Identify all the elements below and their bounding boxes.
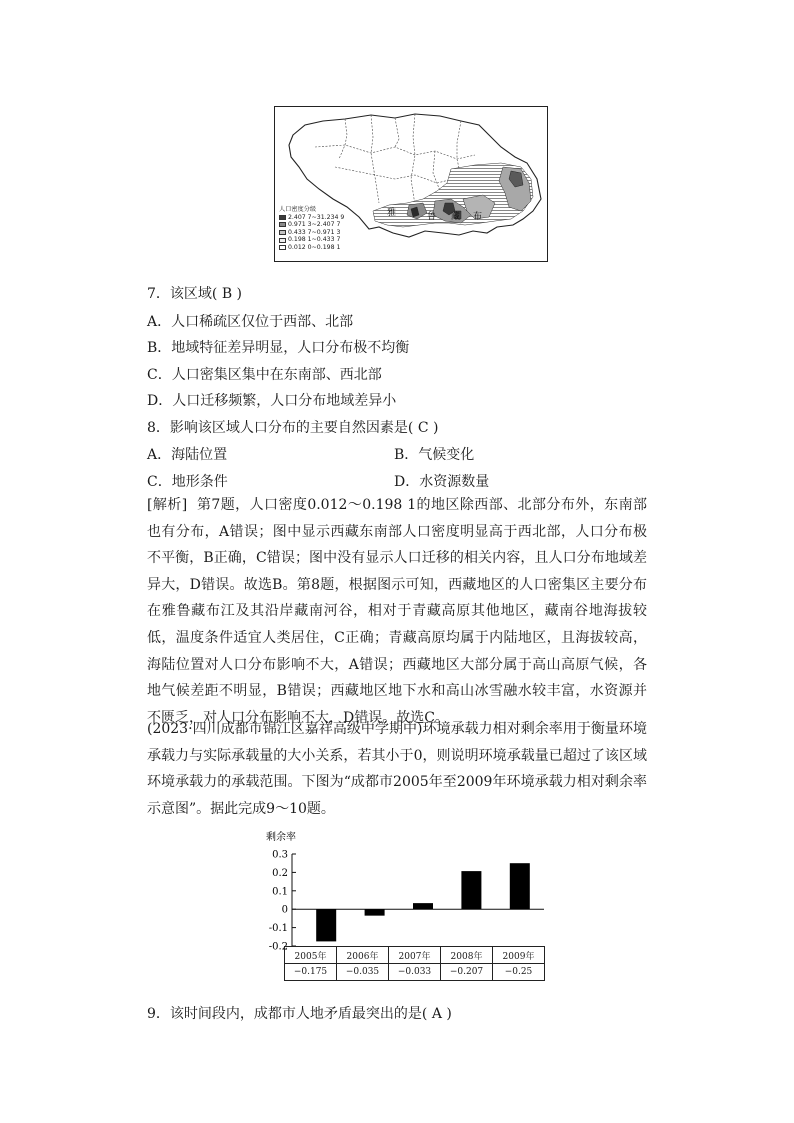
legend-title: 人口密度分级: [279, 206, 317, 213]
q7-option-c: C．人口密集区集中在东南部、西北部: [147, 367, 382, 383]
q9-stem: 9．该时间段内，成都市人地矛盾最突出的是( A ): [147, 1006, 452, 1022]
table-cell-year: 2005年: [285, 947, 337, 964]
legend-swatch: [279, 245, 286, 250]
table-cell-year: 2006年: [337, 947, 389, 964]
chart-ylabel: 剩余率: [266, 832, 296, 843]
legend-swatch: [279, 215, 286, 220]
y-tick-label: 0: [281, 904, 288, 916]
table-cell-value: −0.25: [493, 964, 545, 981]
legend-row: [279, 244, 344, 252]
bar-2009: [510, 863, 530, 909]
legend-label: 0.433 7~0.971 3: [288, 228, 341, 236]
legend-label: 2.407 7~31.234 9: [288, 213, 345, 221]
bar-2007: [413, 903, 433, 909]
y-tick-label: -0.1: [268, 923, 288, 935]
river-label-4: 布: [473, 212, 483, 222]
q8-option-c: C．地形条件: [147, 474, 228, 490]
river-label-1: 雅: [387, 208, 397, 218]
river-label-2: 鲁: [427, 212, 437, 222]
q7-option-d: D．人口迁移频繁，人口分布地域差异小: [147, 393, 397, 409]
legend-label: 0.198 1~0.433 7: [288, 236, 341, 244]
legend-swatch: [279, 238, 286, 243]
q7-option-b: B．地域特征差异明显，人口分布极不均衡: [147, 340, 410, 356]
q8-stem: 8．影响该区域人口分布的主要自然因素是( C ): [147, 420, 439, 436]
legend-label: 0.012 0~0.198 1: [288, 243, 341, 251]
legend-row: [279, 221, 344, 229]
table-cell-value: −0.033: [389, 964, 441, 981]
chart-data-table: [284, 946, 545, 981]
map-legend: [279, 206, 344, 252]
q8-option-d: D．水资源数量: [394, 474, 490, 490]
intro-paragraph: [147, 716, 647, 822]
q7-stem: 7．该区域( B ): [147, 286, 243, 302]
table-row-years: [285, 947, 545, 964]
y-tick-label: -0.2: [268, 941, 288, 953]
table-cell-value: −0.035: [337, 964, 389, 981]
analysis-text: 第7题，人口密度0.012～0.198 1的地区除西部、北部分布外，东南部也有分布，A错误；图中显示西藏东南部人口密度明显高于西北部，人口分布极不平衡，B正确，C错误；图中没有显示人口迁移的相关内容，且人口分布地域差异大，D错误。故选B。第8题，根据图示可知，西藏地区的人口密集区主要分布在雅鲁藏布江及其沿岸藏南河谷，相对于青藏高原其他地区，藏南谷地海拔较低，温度条件适宜人类居住，C正确；青藏高原均属于内陆地区，且海拔较高，海陆位置对人口分布影响不大，A错误；西藏地区大部分属于高山高原气候，各地气候差距不明显，B错误；西藏地区地下水和高山冰雪融水较丰富，水资源并不匮乏，对人口分布影响不大，D错误。故选C。: [147, 497, 647, 726]
bar-2008: [461, 871, 481, 909]
table-cell-value: −0.175: [285, 964, 337, 981]
analysis-label: [解析]: [147, 497, 188, 513]
legend-swatch: [279, 230, 286, 235]
population-density-map: [274, 106, 548, 262]
bar-2005: [316, 909, 336, 941]
bars-group: [316, 863, 530, 941]
table-cell-year: 2007年: [389, 947, 441, 964]
q7-option-a: A．人口稀疏区仅位于西部、北部: [147, 314, 354, 330]
table-cell-year: 2008年: [441, 947, 493, 964]
table-row-values: [285, 964, 545, 981]
legend-row: [279, 214, 344, 222]
legend-label: 0.971 3~2.407 7: [288, 221, 341, 229]
legend-swatch: [279, 222, 286, 227]
y-tick-label: 0.2: [272, 867, 288, 879]
analysis-paragraph: [147, 492, 647, 731]
table-cell-year: 2009年: [493, 947, 545, 964]
y-tick-label: 0.3: [272, 849, 288, 861]
intro-text: (2023·四川成都市锦江区嘉祥高级中学期中)环境承载力相对剩余率用于衡量环境承载力与实际承载量的大小关系，若其小于0，则说明环境承载量已超过了该区域环境承载力的承载范围。下图为“成都市2005年至2009年环境承载力相对剩余率示意图”。据此完成9～10题。: [147, 721, 647, 817]
legend-row: [279, 236, 344, 244]
y-tick-label: 0.1: [272, 886, 288, 898]
bar-2006: [365, 909, 385, 915]
q8-option-b: B．气候变化: [394, 447, 475, 463]
river-label-3: 藏: [451, 212, 461, 222]
q8-option-a: A．海陆位置: [147, 447, 228, 463]
table-cell-value: −0.207: [441, 964, 493, 981]
legend-row: [279, 229, 344, 237]
